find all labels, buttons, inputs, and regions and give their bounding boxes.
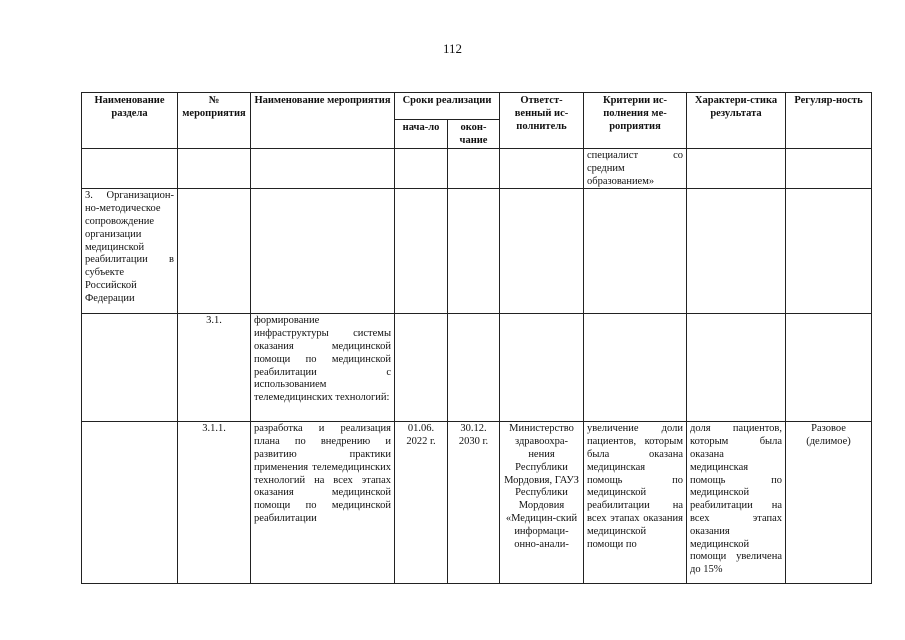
criteria-cell: специалист со средним образованием» — [584, 149, 687, 189]
cell — [448, 149, 500, 189]
executor-cell: Министерство здравоохра-нения Республики Мордовия, ГАУЗ Республики Мордовия «Медицин-ский информаци-онно-анали- — [500, 422, 584, 584]
header-row — [82, 93, 872, 120]
event-number-cell: 3.1.1. — [178, 422, 251, 584]
cell — [687, 149, 786, 189]
cell — [500, 314, 584, 422]
regularity-cell: Разовое (делимое) — [786, 422, 872, 584]
table-row — [82, 422, 872, 584]
cell — [786, 149, 872, 189]
cell — [395, 314, 448, 422]
header-event-name: Наименование мероприятия — [251, 93, 395, 149]
cell — [178, 189, 251, 314]
header-end: окон-чание — [448, 120, 500, 149]
event-number-cell: 3.1. — [178, 314, 251, 422]
cell — [786, 314, 872, 422]
cell — [500, 149, 584, 189]
cell — [687, 189, 786, 314]
header-section: Наименование раздела — [82, 93, 178, 149]
cell — [178, 149, 251, 189]
cell — [82, 314, 178, 422]
cell — [448, 314, 500, 422]
header-regularity: Регуляр-ность — [786, 93, 872, 149]
cell — [448, 189, 500, 314]
cell — [584, 189, 687, 314]
events-table — [81, 92, 872, 584]
table-row — [82, 149, 872, 189]
header-executor: Ответст-венный ис-полнитель — [500, 93, 584, 149]
result-cell: доля пациентов, которым была оказана медицинская помощь по медицинской реабилитации на всех этапах оказания медицинской помощи увеличена до 15% — [687, 422, 786, 584]
cell — [395, 189, 448, 314]
header-criteria: Критерии ис-полнения ме-роприятия — [584, 93, 687, 149]
table-row — [82, 314, 872, 422]
section-cell: 3. Организацион-но-методическое сопровождение организации медицинской реабилитации в субъекте Российской Федерации — [82, 189, 178, 314]
cell — [251, 149, 395, 189]
header-terms: Сроки реализации — [395, 93, 500, 120]
cell — [82, 422, 178, 584]
page-number: 112 — [442, 41, 463, 56]
header-event-no: № мероприятия — [178, 93, 251, 149]
cell — [584, 314, 687, 422]
cell — [251, 189, 395, 314]
cell — [687, 314, 786, 422]
event-name-cell: формирование инфраструктуры системы оказания медицинской помощи по медицинской реабилитации с использованием телемедицинских технологий: — [251, 314, 395, 422]
cell — [500, 189, 584, 314]
event-name-cell: разработка и реализация плана по внедрению и развитию практики применения телемедицинских технологий на всех этапах оказания медицинской помощи по медицинской реабилитации — [251, 422, 395, 584]
criteria-cell: увеличение доли пациентов, которым была оказана медицинская помощь по медицинской реабилитации на всех этапах оказания медицинской помощи по — [584, 422, 687, 584]
cell — [395, 149, 448, 189]
end-date-cell: 30.12. 2030 г. — [448, 422, 500, 584]
cell — [786, 189, 872, 314]
header-result: Характери-стика результата — [687, 93, 786, 149]
start-date-cell: 01.06. 2022 г. — [395, 422, 448, 584]
table-row — [82, 189, 872, 314]
header-start: нача-ло — [395, 120, 448, 149]
cell — [82, 149, 178, 189]
